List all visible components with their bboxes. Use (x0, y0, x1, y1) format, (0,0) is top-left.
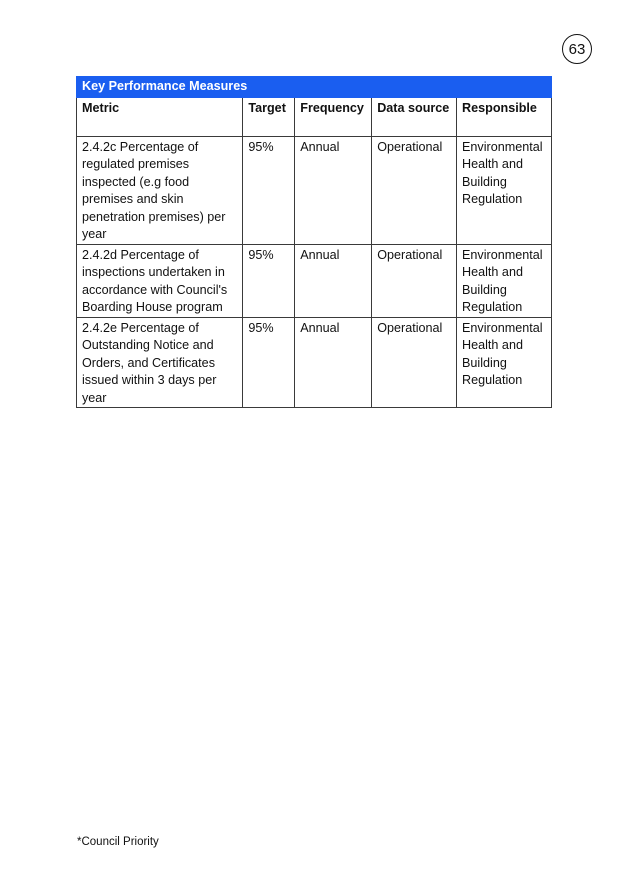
footnote: *Council Priority (77, 836, 159, 848)
table-row (77, 244, 552, 317)
page-number: 63 (562, 34, 592, 64)
cell-metric: 2.4.2e Percentage of Outstanding Notice and Orders, and Certificates issued within 3 days per year (77, 317, 243, 408)
header-metric: Metric (77, 97, 243, 136)
cell-target: 95% (243, 244, 295, 317)
cell-metric: 2.4.2c Percentage of regulated premises inspected (e.g food premises and skin penetration premises) per year (77, 136, 243, 244)
table-header-row (77, 97, 552, 136)
cell-data-source: Operational (372, 244, 457, 317)
cell-target: 95% (243, 317, 295, 408)
key-performance-measures-table (76, 76, 552, 408)
cell-metric: 2.4.2d Percentage of inspections undertaken in accordance with Council's Boarding House program (77, 244, 243, 317)
cell-frequency: Annual (295, 244, 372, 317)
cell-data-source: Operational (372, 317, 457, 408)
cell-data-source: Operational (372, 136, 457, 244)
cell-responsible: Environmental Health and Building Regulation (457, 136, 552, 244)
cell-frequency: Annual (295, 136, 372, 244)
cell-frequency: Annual (295, 317, 372, 408)
table-row (77, 317, 552, 408)
cell-responsible: Environmental Health and Building Regulation (457, 244, 552, 317)
cell-responsible: Environmental Health and Building Regulation (457, 317, 552, 408)
header-frequency: Frequency (295, 97, 372, 136)
header-responsible: Responsible (457, 97, 552, 136)
cell-target: 95% (243, 136, 295, 244)
table-row (77, 136, 552, 244)
header-target: Target (243, 97, 295, 136)
table-caption-row (77, 77, 552, 98)
header-data-source: Data source (372, 97, 457, 136)
table-caption: Key Performance Measures (77, 77, 552, 98)
